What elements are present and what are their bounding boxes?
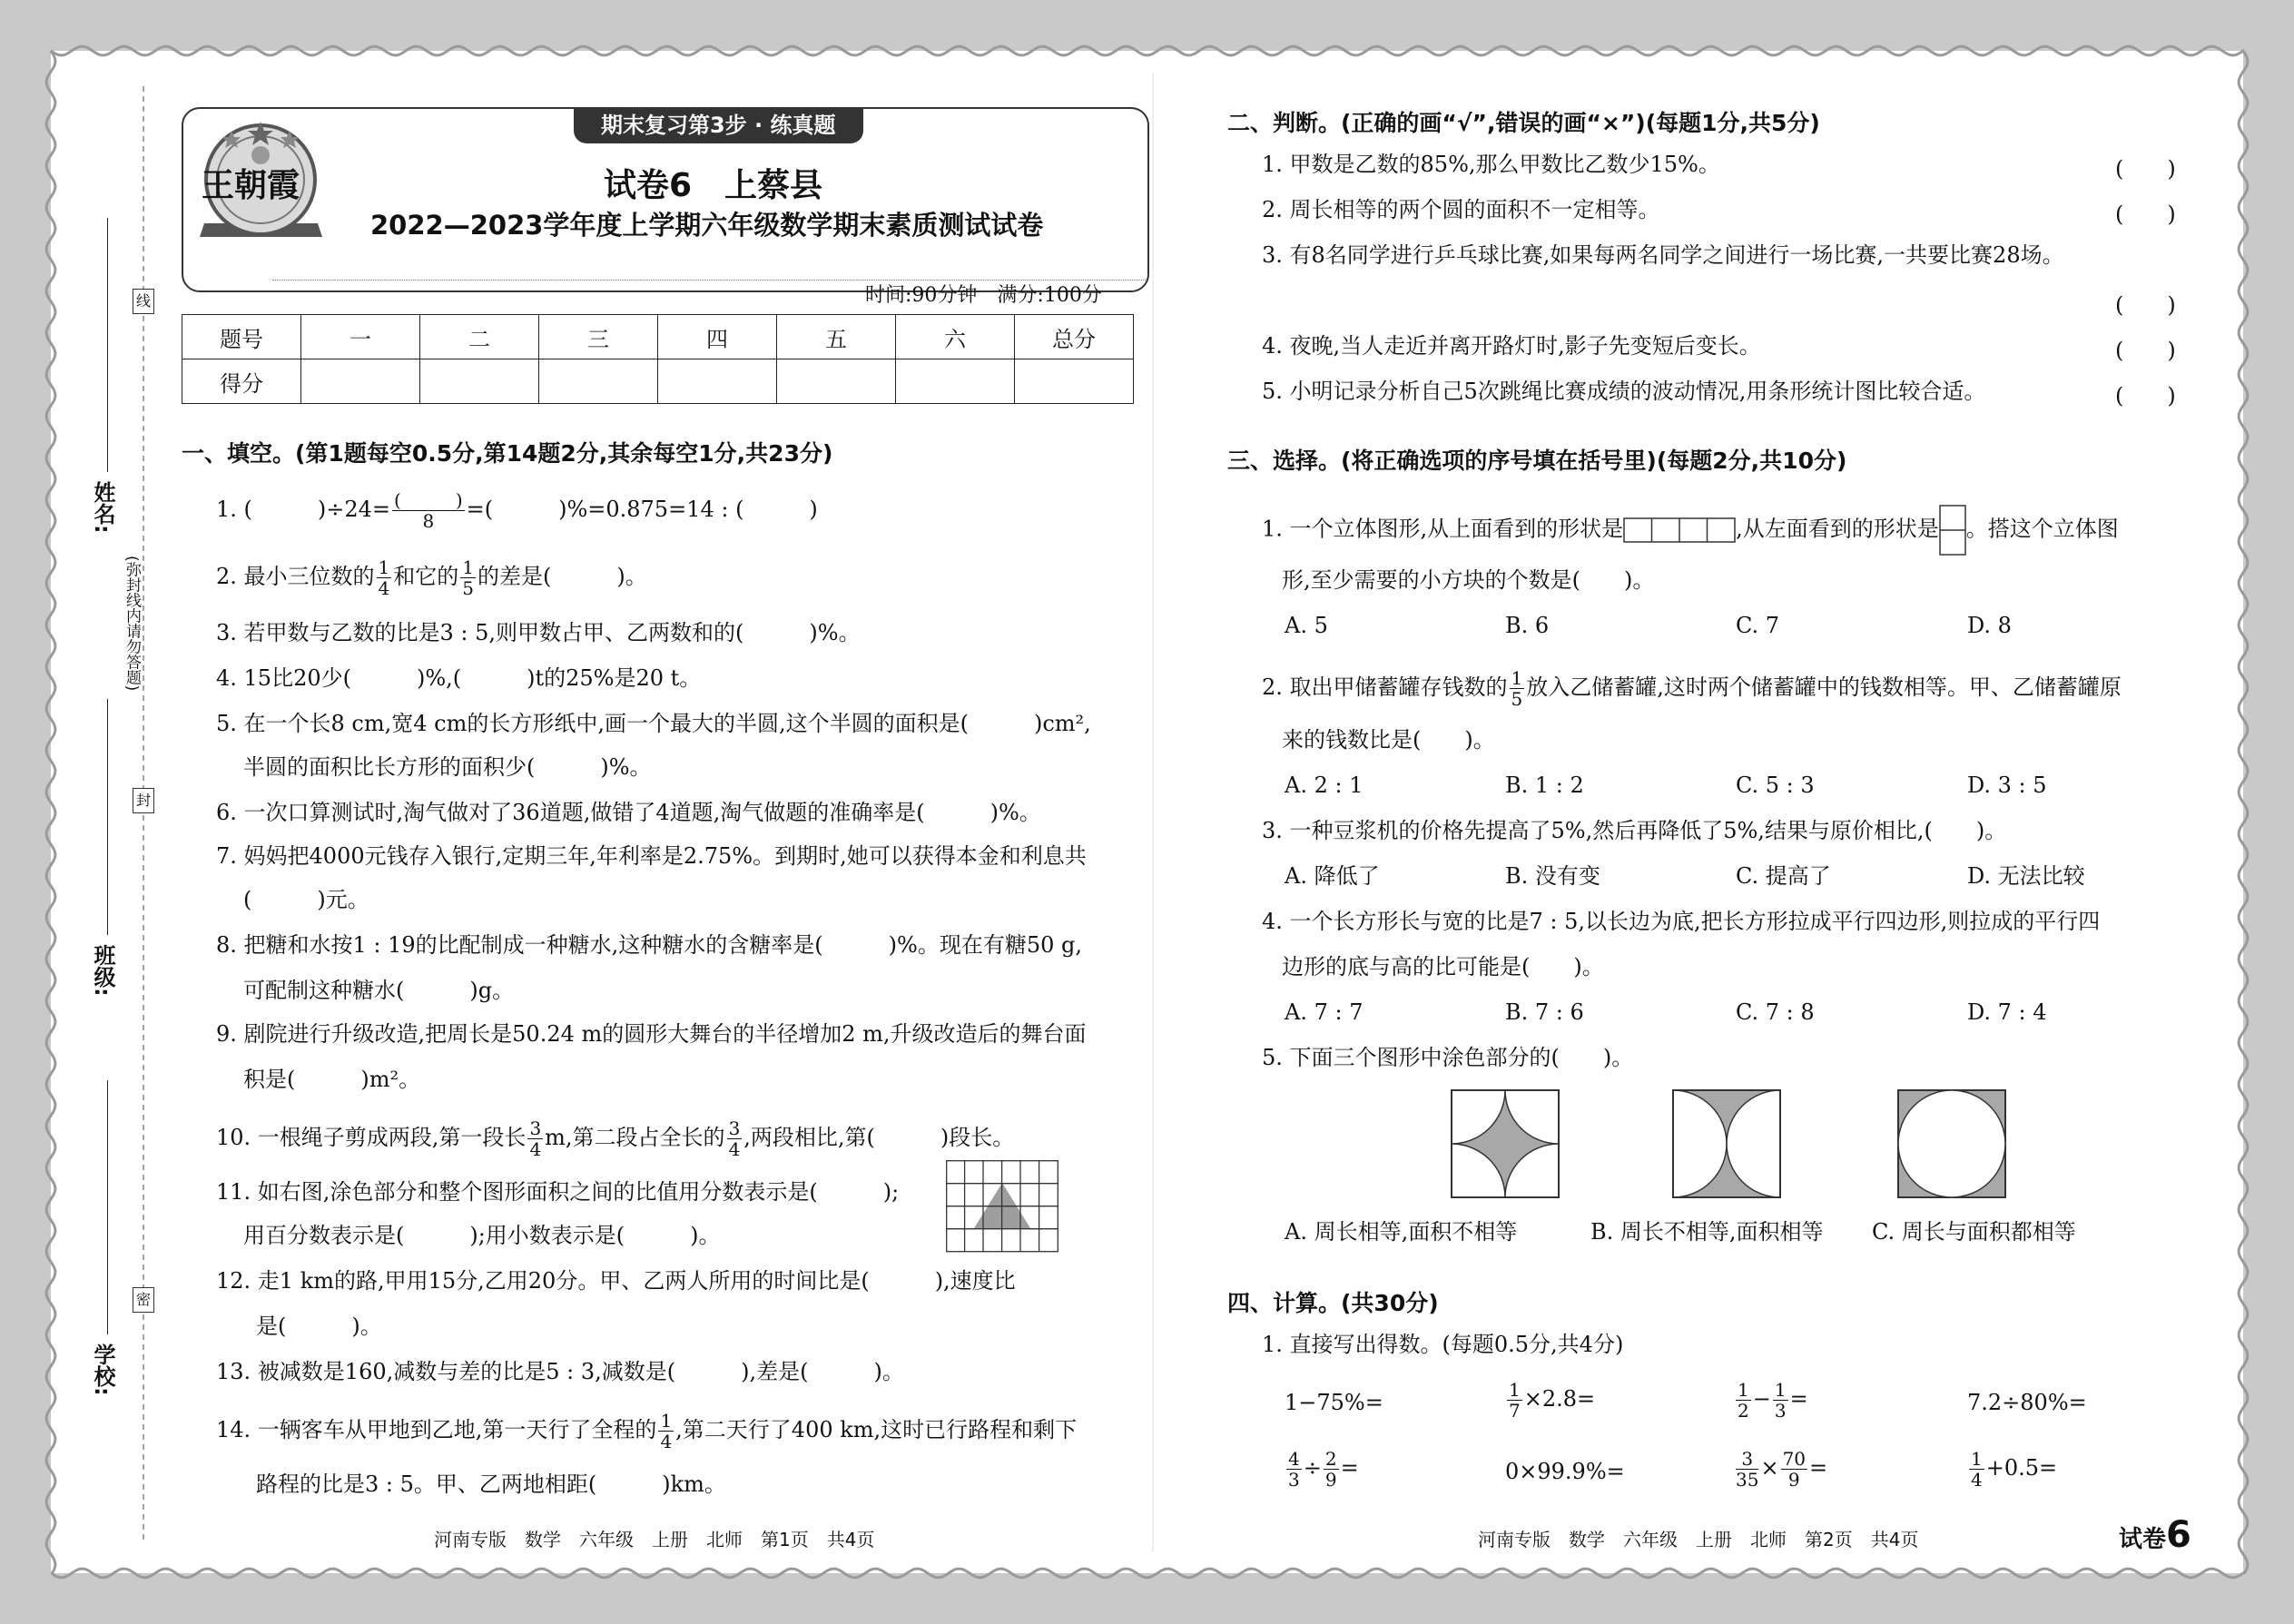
numerator: 1 <box>1738 1379 1749 1401</box>
q-text: ,第二天行了400 km,这时已行路程和剩下 <box>675 1417 1078 1442</box>
fraction <box>1507 1380 1522 1421</box>
fraction <box>1736 1380 1751 1421</box>
numerator: 1 <box>1509 1379 1521 1401</box>
answer-paren[interactable]: ( ) <box>2115 292 2176 318</box>
fraction <box>727 1118 743 1159</box>
left-view-figure <box>1939 505 1966 556</box>
line-char: 线 <box>133 289 154 314</box>
s1-q8b: 可配制这种糖水( )g。 <box>243 978 515 1003</box>
s1-q7a: 7. 妈妈把4000元钱存入银行,定期三年,年利率是2.75%。到期时,她可以获得本金和利息共 <box>216 843 1087 869</box>
calc-item <box>1505 1380 1595 1421</box>
exam-badge-number: 6 <box>2166 1514 2191 1556</box>
s3-q2a <box>1262 668 2122 709</box>
option-d[interactable]: D. 无法比较 <box>1967 863 2085 889</box>
denominator: 4 <box>728 1138 741 1160</box>
score-row-label: 得分 <box>182 359 301 404</box>
denominator: 4 <box>529 1138 542 1160</box>
option-c[interactable]: C. 5 : 3 <box>1736 773 1815 798</box>
denominator: 35 <box>1736 1469 1759 1491</box>
q-text: ,两段相比,第( )段长。 <box>743 1125 1015 1150</box>
option-a[interactable]: A. 7 : 7 <box>1285 999 1364 1025</box>
fraction <box>1324 1449 1339 1490</box>
seal2-char: 密 <box>133 1287 154 1313</box>
s1-q12b: 是( )。 <box>256 1314 382 1339</box>
score-cell[interactable] <box>777 359 896 404</box>
fraction <box>1781 1449 1807 1490</box>
q-text: ,从左面看到的形状是 <box>1736 516 1939 542</box>
answer-paren[interactable]: ( ) <box>2115 156 2176 182</box>
q-text: 1. 一个立体图形,从上面看到的形状是 <box>1262 516 1624 542</box>
s3-q4b: 边形的底与高的比可能是( )。 <box>1282 954 1604 979</box>
section4-title: 四、计算。(共30分) <box>1227 1290 1439 1316</box>
figure-a-concave-square <box>1451 1089 1560 1198</box>
numerator: 3 <box>728 1117 741 1139</box>
s1-q11b: 用百分数表示是( );用小数表示是( )。 <box>243 1223 721 1248</box>
footer-left: 河南专版 数学 六年级 上册 北师 第1页 共4页 <box>434 1529 875 1550</box>
class-label: 班级: <box>90 944 115 997</box>
score-header: 三 <box>539 315 658 359</box>
option-a[interactable]: A. 5 <box>1285 613 1328 638</box>
calc-item: 7.2÷80%= <box>1967 1390 2087 1415</box>
denominator: 3 <box>1288 1469 1300 1491</box>
section2-title: 二、判断。(正确的画“√”,错误的画“×”)(每题1分,共5分) <box>1227 110 1820 136</box>
s1-q14 <box>216 1411 1077 1452</box>
score-header: 四 <box>658 315 777 359</box>
s1-q4: 4. 15比20少( )%,( )t的25%是20 t。 <box>216 665 702 691</box>
exam-badge <box>2119 1514 2191 1556</box>
s2-item: 5. 小明记录分析自己5次跳绳比赛成绩的波动情况,用条形统计图比较合适。 <box>1262 379 1986 404</box>
calc-item <box>1734 1449 1827 1490</box>
denominator: 4 <box>660 1431 673 1452</box>
denominator: 9 <box>1787 1469 1800 1491</box>
s1-q14b: 路程的比是3 : 5。甲、乙两地相距( )km。 <box>256 1471 726 1497</box>
fraction <box>1510 668 1525 709</box>
s2-item: 1. 甲数是乙数的85%,那么甲数比乙数少15%。 <box>1262 152 1720 177</box>
name-label: 姓名: <box>90 481 115 534</box>
score-cell[interactable] <box>1015 359 1134 404</box>
score-header-row <box>182 315 1134 359</box>
score-cell[interactable] <box>539 359 658 404</box>
option-b[interactable]: B. 7 : 6 <box>1505 999 1584 1025</box>
q-text: = <box>1789 1386 1808 1412</box>
fraction <box>658 1411 674 1452</box>
fraction <box>1286 1449 1302 1490</box>
denominator: 3 <box>1774 1400 1787 1422</box>
option-b[interactable]: B. 1 : 2 <box>1505 773 1584 798</box>
score-header: 六 <box>896 315 1015 359</box>
score-row <box>182 359 1134 404</box>
answer-paren[interactable]: ( ) <box>2115 202 2176 227</box>
q-text: 1. ( )÷24= <box>216 497 391 522</box>
figure-c-circle-in-square <box>1897 1089 2006 1198</box>
numerator: 3 <box>529 1117 542 1139</box>
option-d[interactable]: D. 3 : 5 <box>1967 773 2047 798</box>
s1-q10 <box>216 1118 1014 1159</box>
option-a[interactable]: A. 周长相等,面积不相等 <box>1285 1219 1518 1245</box>
q-text: 2. 最小三位数的 <box>216 564 375 589</box>
calc-item <box>1967 1449 2057 1490</box>
option-c[interactable]: C. 7 : 8 <box>1736 999 1815 1025</box>
name-line[interactable] <box>107 218 108 472</box>
s1-q11a: 11. 如右图,涂色部分和整个图形面积之间的比值用分数表示是( ); <box>216 1179 900 1205</box>
denominator: 4 <box>1971 1469 1983 1491</box>
score-header: 总分 <box>1015 315 1134 359</box>
denominator: 7 <box>1509 1400 1521 1422</box>
numerator: 1 <box>1511 667 1523 689</box>
s1-q12a: 12. 走1 km的路,甲用15分,乙用20分。甲、乙两人所用的时间比是( ),速度比 <box>216 1268 1016 1294</box>
q-text: 2. 取出甲储蓄罐存钱数的 <box>1262 674 1508 700</box>
score-header: 五 <box>777 315 896 359</box>
numerator: ( ) <box>394 489 463 511</box>
denominator: 2 <box>1738 1400 1749 1422</box>
s1-q7b: ( )元。 <box>243 887 369 912</box>
q11-grid-figure <box>946 1160 1058 1255</box>
numerator: 3 <box>1736 1449 1758 1470</box>
denominator: 8 <box>422 510 435 532</box>
seal-char: 封 <box>133 788 154 813</box>
option-b[interactable]: B. 周长不相等,面积相等 <box>1590 1219 1824 1245</box>
numerator: 1 <box>1774 1379 1787 1401</box>
s3-q1b: 形,至少需要的小方块的个数是( )。 <box>1282 567 1655 593</box>
numerator: 1 <box>378 556 390 578</box>
score-header: 二 <box>420 315 539 359</box>
school-line[interactable] <box>107 1080 108 1334</box>
denominator: 5 <box>462 577 474 599</box>
s1-q5b: 半圆的面积比长方形的面积少( )%。 <box>243 754 652 780</box>
s3-q2b: 来的钱数比是( )。 <box>1282 727 1495 753</box>
s2-item: 3. 有8名同学进行乒乓球比赛,如果每两名同学之间进行一场比赛,一共要比赛28场。 <box>1262 242 2064 268</box>
s3-q3: 3. 一种豆浆机的价格先提高了5%,然后再降低了5%,结果与原价相比,( )。 <box>1262 818 2007 843</box>
q-text: 。搭这个立体图 <box>1965 516 2119 542</box>
answer-paren[interactable]: ( ) <box>2115 383 2176 408</box>
fraction <box>377 557 392 598</box>
s1-q13: 13. 被减数是160,减数与差的比是5 : 3,减数是( ),差是( )。 <box>216 1359 904 1384</box>
s1-q6: 6. 一次口算测试时,淘气做对了36道题,做错了4道题,淘气做题的准确率是( )%。 <box>216 800 1041 825</box>
numerator: 1 <box>660 1410 673 1432</box>
score-cell[interactable] <box>896 359 1015 404</box>
numerator: 1 <box>1971 1448 1983 1470</box>
q-text: 14. 一辆客车从甲地到乙地,第一天行了全程的 <box>216 1417 657 1442</box>
figure-b-two-semicircles <box>1672 1089 1781 1198</box>
q-text: m,第二段占全长的 <box>545 1125 725 1150</box>
operator: × <box>1760 1455 1779 1481</box>
q-text: =( )%=0.875=14 : ( ) <box>466 497 818 522</box>
score-header: 题号 <box>182 315 301 359</box>
s1-q5a: 5. 在一个长8 cm,宽4 cm的长方形纸中,画一个最大的半圆,这个半圆的面积是( )cm², <box>216 711 1091 736</box>
q-text: 10. 一根绳子剪成两段,第一段长 <box>216 1125 527 1150</box>
fraction <box>460 557 476 598</box>
denominator: 4 <box>378 577 390 599</box>
operator: ÷ <box>1303 1455 1322 1481</box>
s1-q3: 3. 若甲数与乙数的比是3 : 5,则甲数占甲、乙两数和的( )%。 <box>216 620 861 645</box>
fraction <box>392 490 465 531</box>
score-cell[interactable] <box>420 359 539 404</box>
option-c[interactable]: C. 提高了 <box>1736 863 1831 889</box>
score-table <box>182 314 1134 404</box>
time-info: 时间:90分钟 满分:100分 <box>865 284 1102 307</box>
s1-q1 <box>216 490 818 531</box>
numerator: 2 <box>1324 1448 1337 1470</box>
section1-title: 一、填空。(第1题每空0.5分,第14题2分,其余每空1分,共23分) <box>182 440 833 467</box>
q-text: 放入乙储蓄罐,这时两个储蓄罐中的钱数相等。甲、乙储蓄罐原 <box>1526 674 2122 700</box>
q-text: = <box>1340 1455 1359 1481</box>
option-c[interactable]: C. 7 <box>1736 613 1780 638</box>
operator: − <box>1752 1386 1771 1412</box>
q-text: ×2.8= <box>1523 1386 1596 1412</box>
option-b[interactable]: B. 没有变 <box>1505 863 1600 889</box>
calc-item <box>1285 1449 1359 1490</box>
calc-item: 1−75%= <box>1285 1390 1383 1415</box>
exam-title: 试卷6 上蔡县 <box>604 167 823 204</box>
q-text: +0.5= <box>1985 1455 2058 1481</box>
calc-item: 0×99.9%= <box>1505 1459 1625 1484</box>
option-a[interactable]: A. 2 : 1 <box>1285 773 1364 798</box>
s1-q8a: 8. 把糖和水按1 : 19的比配制成一种糖水,这种糖水的含糖率是( )%。现在有糖50 g, <box>216 932 1082 958</box>
footer-right: 河南专版 数学 六年级 上册 北师 第2页 共4页 <box>1478 1529 1919 1550</box>
fraction <box>1969 1449 1984 1490</box>
score-header: 一 <box>301 315 420 359</box>
option-b[interactable]: B. 6 <box>1505 613 1550 638</box>
option-c[interactable]: C. 周长与面积都相等 <box>1872 1219 2076 1245</box>
s4-sub1: 1. 直接写出得数。(每题0.5分,共4分) <box>1262 1332 1624 1357</box>
fraction <box>1773 1380 1788 1421</box>
answer-paren[interactable]: ( ) <box>2115 338 2176 363</box>
s1-q2 <box>216 557 647 598</box>
denominator: 5 <box>1511 688 1523 710</box>
binding-note: (弥封线内请勿答题) <box>123 556 141 692</box>
exam-subtitle: 2022—2023学年度上学期六年级数学期末素质测试试卷 <box>370 210 1044 241</box>
numerator: 70 <box>1782 1448 1807 1470</box>
fraction <box>527 1118 543 1159</box>
s3-q5: 5. 下面三个图形中涂色部分的( )。 <box>1262 1045 1634 1070</box>
s1-q9a: 9. 剧院进行升级改造,把周长是50.24 m的圆形大舞台的半径增加2 m,升级改造后的舞台面 <box>216 1021 1087 1047</box>
s3-q1a <box>1262 505 2119 556</box>
q-text: 的差是( )。 <box>478 564 647 589</box>
numerator: 1 <box>462 556 474 578</box>
fraction <box>1736 1449 1758 1490</box>
section3-title: 三、选择。(将正确选项的序号填在括号里)(每题2分,共10分) <box>1227 448 1847 474</box>
q-text: = <box>1809 1455 1828 1481</box>
calc-item <box>1734 1380 1808 1421</box>
option-a[interactable]: A. 降低了 <box>1285 863 1380 889</box>
score-cell[interactable] <box>301 359 420 404</box>
option-d[interactable]: D. 7 : 4 <box>1967 999 2047 1025</box>
s2-item: 2. 周长相等的两个圆的面积不一定相等。 <box>1262 197 1660 222</box>
logo-text: 王朝霞 <box>202 166 300 204</box>
class-line[interactable] <box>107 699 108 935</box>
denominator: 9 <box>1324 1469 1337 1491</box>
q-text: 和它的 <box>393 564 459 589</box>
step-badge: 期末复习第3步 · 练真题 <box>574 107 863 143</box>
school-label: 学校: <box>90 1343 115 1396</box>
option-d[interactable]: D. 8 <box>1967 613 2012 638</box>
s2-item: 4. 夜晚,当人走近并离开路灯时,影子先变短后变长。 <box>1262 333 1761 359</box>
s3-q4a: 4. 一个长方形长与宽的比是7 : 5,以长边为底,把长方形拉成平行四边形,则拉成的平行四 <box>1262 909 2101 934</box>
exam-badge-label: 试卷 <box>2119 1526 2167 1553</box>
s1-q9b: 积是( )m²。 <box>243 1067 421 1092</box>
numerator: 4 <box>1288 1448 1300 1470</box>
top-view-figure <box>1623 517 1736 543</box>
score-cell[interactable] <box>658 359 777 404</box>
